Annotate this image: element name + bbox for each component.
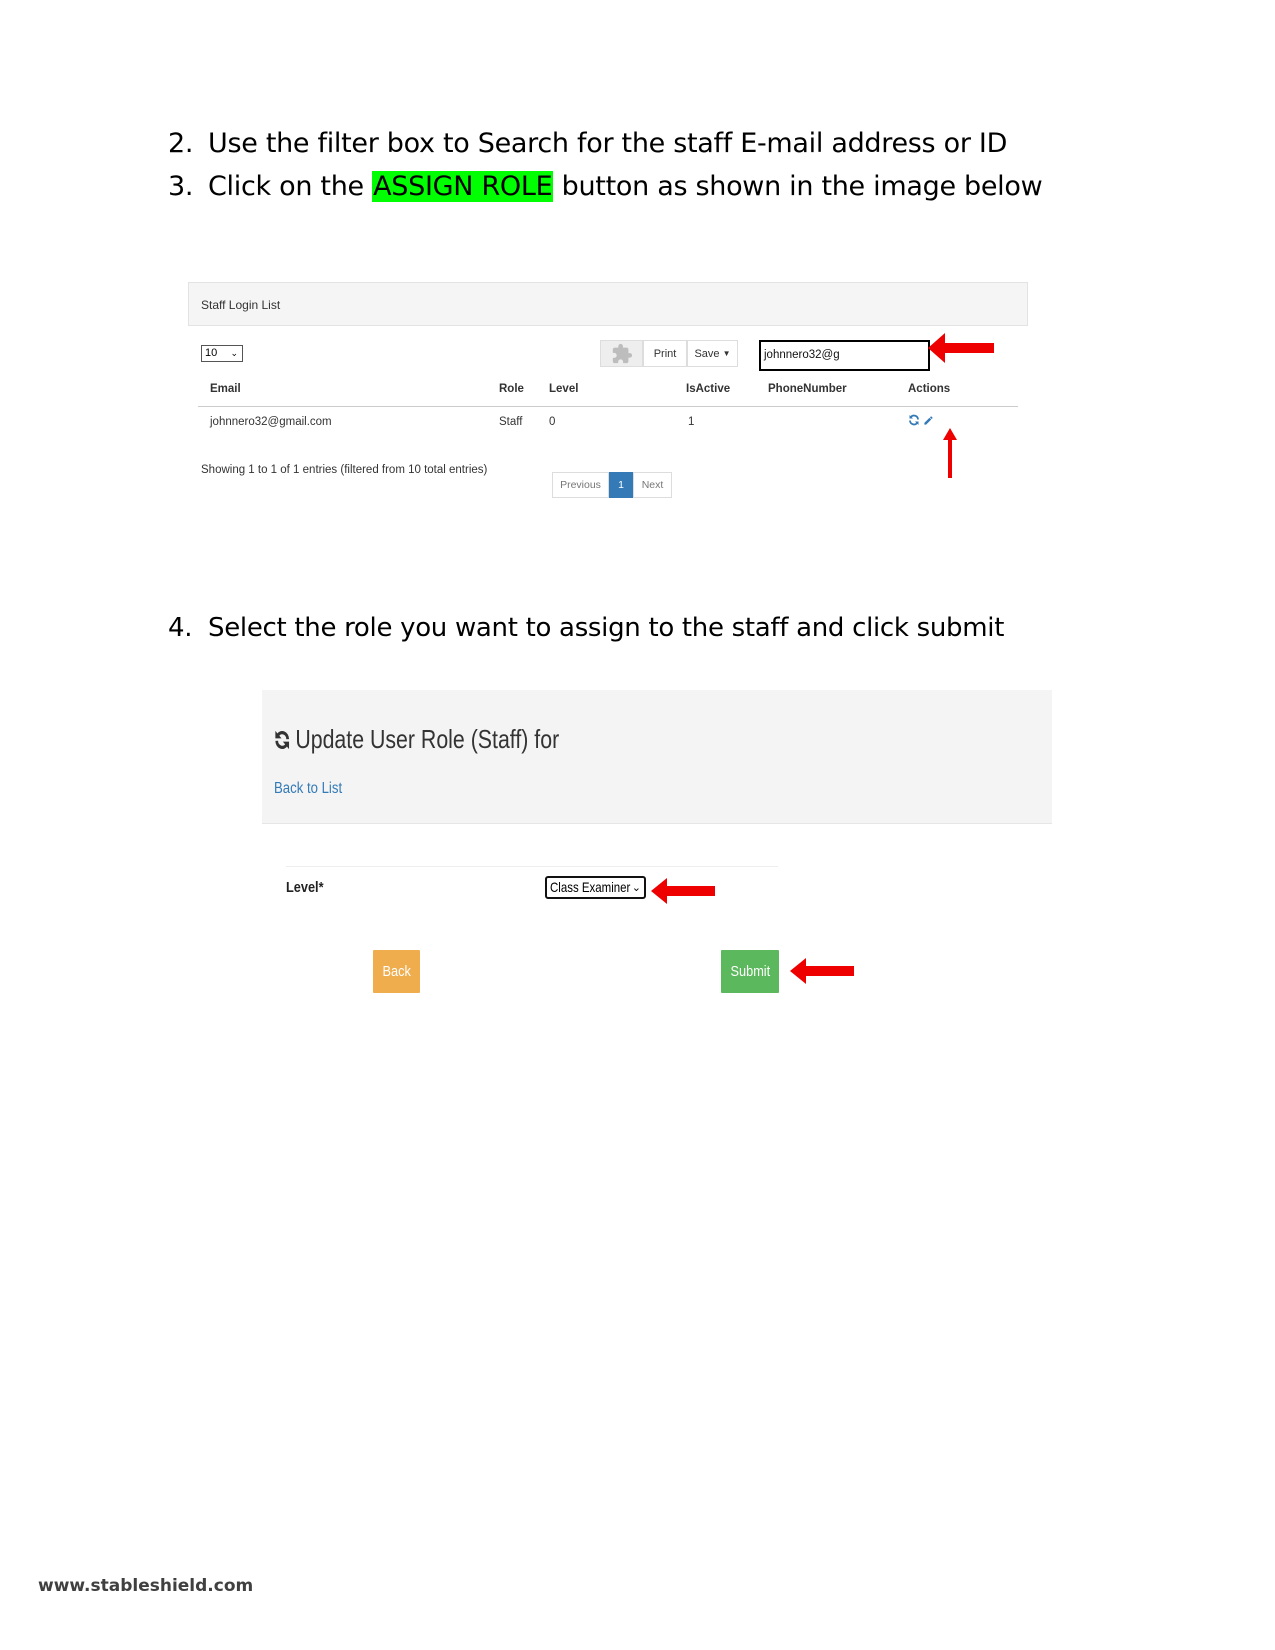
arrow-left-icon (928, 333, 994, 363)
page-title-text: Update User Role (Staff) for (295, 724, 560, 754)
submit-button[interactable] (721, 950, 779, 993)
column-header-phonenumber[interactable]: PhoneNumber (768, 383, 847, 395)
page-length-select[interactable] (201, 345, 243, 362)
save-button[interactable] (687, 340, 738, 367)
submit-button-label: Submit (730, 963, 770, 980)
cell-isactive: 1 (688, 416, 695, 428)
step-number: 4. (168, 613, 193, 643)
caret-down-icon: ▼ (722, 349, 731, 358)
save-label: Save (694, 347, 720, 360)
column-header-isactive[interactable]: IsActive (686, 383, 731, 395)
chevron-down-icon: ⌄ (230, 348, 238, 358)
column-header-email[interactable]: Email (210, 383, 241, 395)
step-text-after: button as shown in the image below (553, 171, 1043, 202)
refresh-icon (274, 728, 290, 752)
pagination-previous[interactable]: Previous (552, 472, 609, 498)
arrow-left-icon (790, 958, 854, 984)
update-role-screenshot (262, 690, 1052, 1010)
pagination-next[interactable]: Next (633, 472, 672, 498)
pencil-icon[interactable] (923, 415, 934, 426)
level-select[interactable] (545, 876, 646, 899)
arrow-up-icon (943, 428, 957, 478)
assign-role-highlight: ASSIGN ROLE (373, 171, 553, 202)
back-to-list-link[interactable]: Back to List (274, 780, 343, 797)
column-header-level[interactable]: Level (549, 383, 579, 395)
table-info: Showing 1 to 1 of 1 entries (filtered from 10 total entries) (201, 464, 488, 476)
back-button[interactable] (373, 950, 420, 993)
page-title (274, 724, 559, 755)
step-2 (168, 128, 1007, 159)
form-divider (286, 866, 778, 867)
print-button[interactable]: Print (643, 340, 687, 367)
back-button-label: Back (382, 963, 411, 980)
search-input[interactable]: johnnero32@g (759, 340, 930, 371)
update-role-header (262, 690, 1052, 824)
step-text-before: Click on the (208, 171, 373, 202)
cell-role: Staff (499, 416, 523, 428)
cell-actions (908, 414, 934, 426)
staff-login-list-screenshot (188, 282, 1028, 502)
level-select-value: Class Examiner (550, 879, 631, 895)
refresh-icon[interactable] (908, 414, 920, 426)
step-4 (168, 613, 1004, 643)
pagination (552, 472, 672, 498)
step-text: Use the filter box to Search for the staff E-mail address or ID (208, 128, 1008, 159)
table-header-divider (198, 406, 1018, 407)
panel-title: Staff Login List (188, 282, 1028, 326)
chevron-down-icon: ⌄ (631, 882, 641, 894)
step-number: 2. (168, 128, 194, 159)
column-header-role[interactable]: Role (499, 383, 524, 395)
step-3 (168, 171, 1042, 202)
cell-level: 0 (549, 416, 556, 428)
level-label: Level* (286, 879, 324, 896)
page-length-value: 10 (205, 347, 218, 359)
step-text: Select the role you want to assign to the staff and click submit (208, 613, 1005, 643)
pagination-page-1[interactable]: 1 (609, 472, 633, 498)
footer-website: www.stableshield.com (38, 1576, 254, 1596)
column-visibility-button[interactable] (600, 340, 643, 367)
arrow-left-icon (651, 878, 715, 904)
step-number: 3. (168, 171, 194, 202)
cell-email: johnnero32@gmail.com (210, 416, 332, 428)
puzzle-icon (611, 343, 633, 365)
column-header-actions: Actions (908, 383, 951, 395)
